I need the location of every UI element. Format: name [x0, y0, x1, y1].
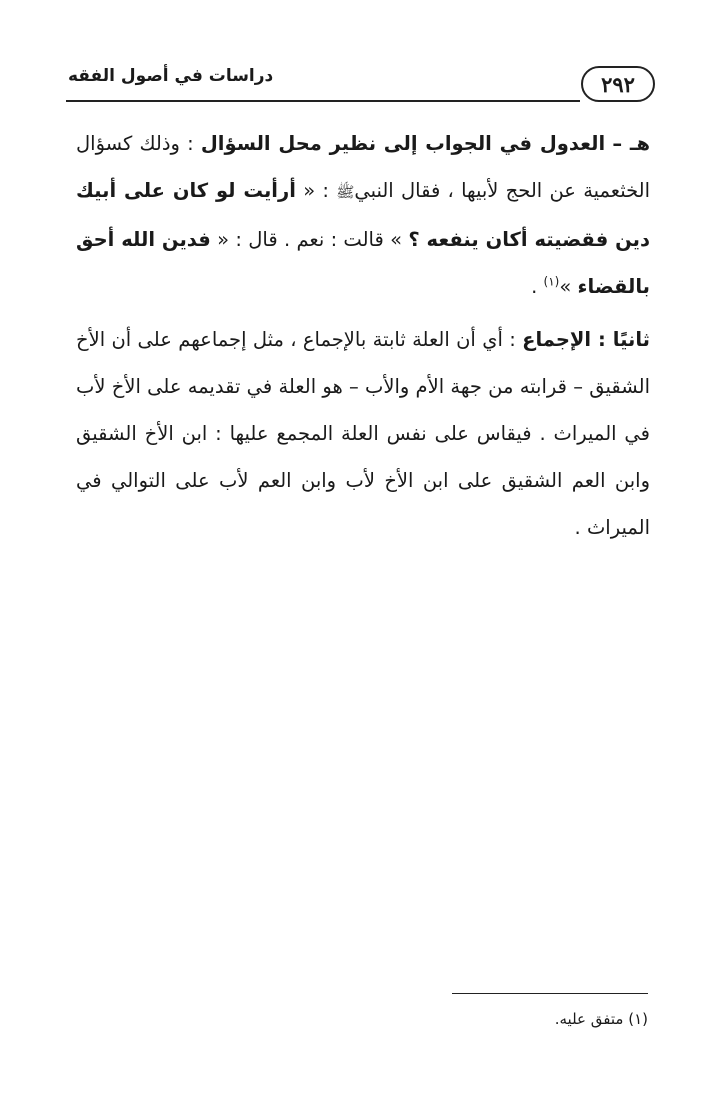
- paragraph-text: : أي أن العلة ثابتة بالإجماع ، مثل إجماعهم على أن الأخ الشقيق – قرابته من جهة الأم والأب – هو العلة في تقديمه على الأخ لأب في الميراث . فيقاس على نفس العلة المجمع عليها : ابن الأخ الشقيق وابن العم الشقيق على ابن الأخ لأب وابن العم لأب على التوالي في الميراث .: [76, 328, 650, 539]
- footnote-rule: [452, 993, 648, 994]
- paragraph-2: [76, 316, 650, 551]
- section-heading-ijma: ثانيًا : الإجماع: [522, 328, 650, 351]
- footnote-1: [380, 1006, 648, 1032]
- honorific-glyph: ﷺ: [336, 183, 355, 201]
- section-marker: هـ –: [612, 132, 651, 155]
- footnote-text: متفق عليه.: [554, 1010, 624, 1028]
- sentence-end: .: [531, 275, 538, 298]
- paragraph-text: » قالت : نعم . قال : «: [217, 228, 403, 251]
- hadith-answer: فدين الله أحق بالقضاء: [76, 228, 650, 298]
- body-text: [76, 120, 650, 557]
- header-rule: [66, 100, 580, 102]
- footnote-number: (١): [628, 1010, 648, 1028]
- paragraph-1: [76, 120, 650, 310]
- paragraph-text: : وذلك كسؤال الخثعمية عن الحج لأبيها ، فقال النبي: [76, 132, 651, 202]
- running-title: دراسات في أصول الفقه: [68, 66, 274, 86]
- footnote-reference[interactable]: (١): [543, 274, 560, 289]
- hadith-question: أرأيت لو كان على أبيك دين فقضيته أكان ينفعه ؟: [76, 179, 651, 251]
- quote-close: »: [559, 275, 572, 298]
- section-heading: العدول في الجواب إلى نظير محل السؤال: [200, 132, 606, 155]
- quote-open: : «: [303, 179, 329, 202]
- page-number: ٢٩٢: [581, 66, 655, 102]
